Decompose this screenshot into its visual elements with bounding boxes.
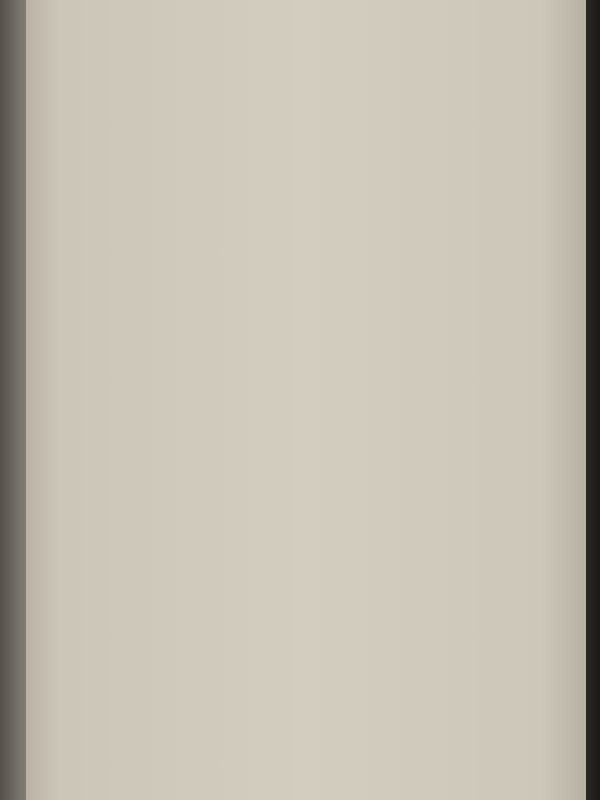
- page-edge-shadow: [586, 0, 600, 800]
- book-page: [26, 0, 586, 800]
